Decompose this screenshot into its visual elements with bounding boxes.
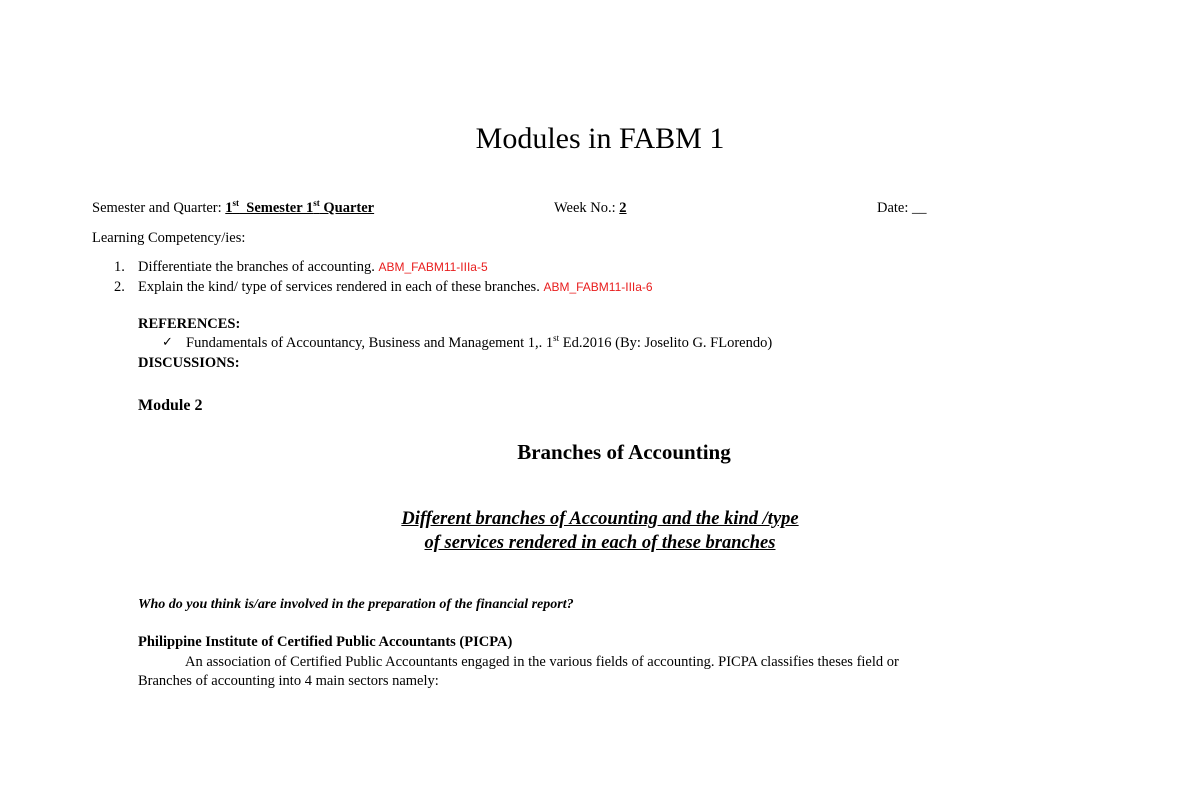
competency-code: ABM_FABM11-IIIa-6	[543, 280, 653, 294]
discussions-heading: DISCUSSIONS:	[138, 355, 240, 371]
subheading-line-1: Different branches of Accounting and the kind /type	[401, 509, 799, 529]
picpa-paragraph-line-2: Branches of accounting into 4 main sectors namely:	[138, 673, 439, 689]
date-field	[877, 200, 927, 217]
competency-text-2: Explain the kind/ type of services rendered in each of these branches. ABM_FABM11-IIIa-6	[138, 279, 653, 295]
picpa-heading: Philippine Institute of Certified Public Accountants (PICPA)	[138, 634, 513, 650]
competency-text-1: Differentiate the branches of accounting. ABM_FABM11-IIIa-5	[138, 259, 488, 275]
date-label: Date:	[877, 200, 913, 216]
guiding-question: Who do you think is/are involved in the preparation of the financial report?	[138, 597, 574, 612]
reference-item: Fundamentals of Accountancy, Business and Management 1,. 1st Ed.2016 (By: Joselito G. FLorendo)	[186, 333, 773, 351]
competency-item-2	[114, 279, 125, 296]
semester-value: 1st Semester 1st Quarter	[225, 198, 375, 216]
competency-number: 2.	[114, 279, 125, 295]
week-value: 2	[619, 200, 627, 216]
picpa-paragraph-line-1: An association of Certified Public Accountants engaged in the various fields of accounting. PICPA classifies theses field or	[185, 654, 899, 670]
references-heading: REFERENCES:	[138, 316, 241, 332]
page-title: Modules in FABM 1	[475, 122, 725, 155]
semester-quarter	[92, 200, 374, 217]
competency-label: Learning Competency/ies:	[92, 230, 246, 246]
competency-item-1	[114, 259, 125, 276]
date-value: __	[912, 200, 927, 216]
section-title: Branches of Accounting	[517, 440, 731, 464]
semester-label: Semester and Quarter:	[92, 200, 226, 216]
week-label: Week No.:	[554, 200, 620, 216]
week-number	[554, 200, 627, 217]
competency-number: 1.	[114, 259, 125, 275]
subheading-line-2: of services rendered in each of these branches	[424, 533, 776, 553]
check-icon: ✓	[162, 335, 173, 350]
competency-code: ABM_FABM11-IIIa-5	[378, 260, 488, 274]
module-label: Module 2	[138, 397, 203, 414]
